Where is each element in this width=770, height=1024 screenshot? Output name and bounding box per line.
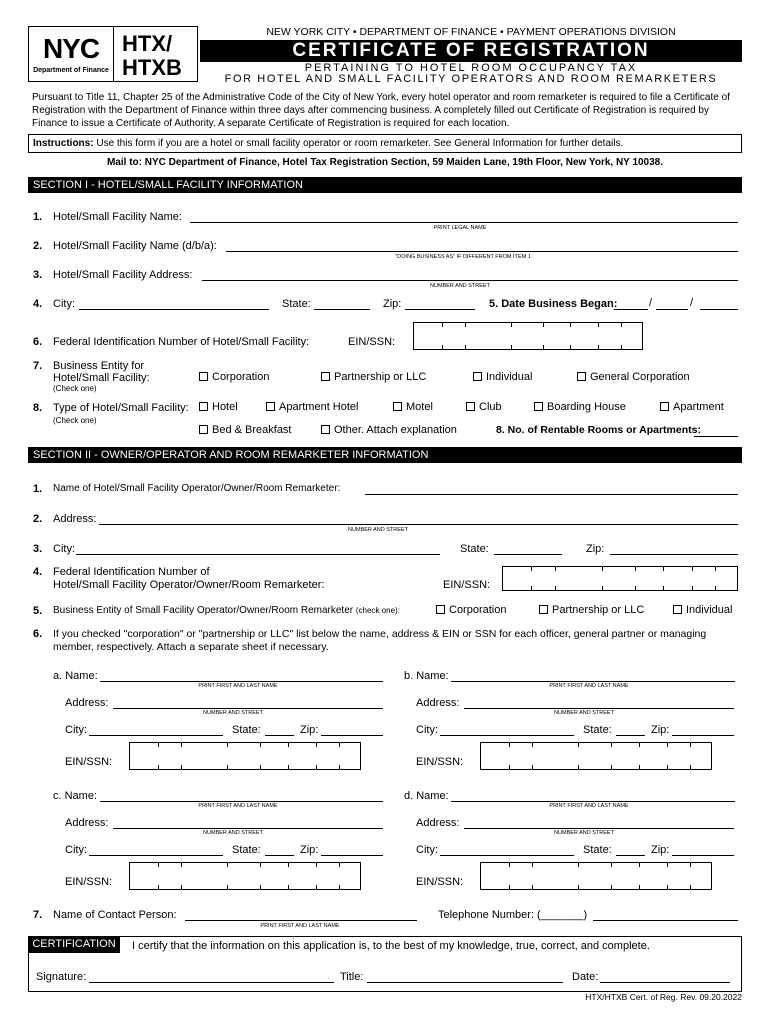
s1-city-field[interactable] bbox=[79, 309, 269, 310]
ein-digit-divider bbox=[639, 743, 640, 747]
form-code-line1: HTX/ bbox=[122, 31, 173, 56]
officer-b-name-caption: PRINT FIRST AND LAST NAME bbox=[549, 683, 629, 689]
officer-b-name-field[interactable] bbox=[451, 681, 735, 682]
ein-digit-divider bbox=[227, 743, 228, 747]
s2-q5-opt-individual[interactable] bbox=[673, 604, 732, 616]
ein-digit-divider bbox=[339, 765, 340, 769]
s1-city-label: City: bbox=[53, 298, 75, 310]
cert-date-label: Date: bbox=[572, 971, 599, 983]
s2-q4-label1: Federal Identification Number of bbox=[53, 566, 210, 578]
ein-digit-divider bbox=[288, 863, 289, 867]
section2-header: SECTION II - OWNER/OPERATOR AND ROOM REMARKETER INFORMATION bbox=[28, 447, 742, 463]
s1-q8-opt-apartment-hotel[interactable] bbox=[266, 401, 358, 413]
ein-digit-divider bbox=[509, 863, 510, 867]
officer-a-address-caption: NUMBER AND STREET bbox=[203, 710, 263, 716]
officer-c-ein-field[interactable] bbox=[129, 862, 361, 890]
checkbox[interactable] bbox=[577, 372, 586, 381]
s1-q7-opt-individual[interactable] bbox=[473, 371, 532, 383]
s2-state-field[interactable] bbox=[494, 554, 562, 555]
ein-digit-divider bbox=[543, 323, 544, 327]
s1-q1-num: 1. bbox=[33, 211, 43, 223]
s2-q5-label-text: Business Entity of Small Facility Operator/Owner/Room Remarketer bbox=[53, 605, 354, 616]
logo-subtitle: Department of Finance bbox=[33, 67, 109, 74]
ein-digit-divider bbox=[690, 743, 691, 747]
header-logo-box bbox=[28, 26, 114, 82]
officer-d-zip-field[interactable] bbox=[672, 855, 734, 856]
checkbox[interactable] bbox=[539, 605, 548, 614]
ein-digit-divider bbox=[635, 567, 636, 571]
officer-b-state-label: State: bbox=[583, 724, 612, 736]
mail-to: Mail to: NYC Department of Finance, Hotel Tax Registration Section, 59 Maiden Lane, 19th Floor, New York, NY 10038. bbox=[106, 157, 664, 168]
officer-d-ein-label: EIN/SSN: bbox=[416, 876, 464, 888]
officer-a-zip-label: Zip: bbox=[300, 724, 319, 736]
s2-q2-label: Address: bbox=[53, 513, 97, 525]
intro-paragraph: Pursuant to Title 11, Chapter 25 of the Administrative Code of the City of New York, every hotel operator and room remarketer is required to file a Certificate of Registration with the Department of Finance within three days after commencing business. A completely filled out Certificate of Registration is required by Finance to issue a Certificate of Authority. A separate Certificate of Registration is required for each location. bbox=[32, 92, 730, 129]
officer-d-address-field[interactable] bbox=[464, 828, 734, 829]
checkbox[interactable] bbox=[466, 402, 475, 411]
ein-digit-divider bbox=[690, 863, 691, 867]
ein-digit-divider bbox=[511, 323, 512, 327]
officer-b-address-caption: NUMBER AND STREET bbox=[554, 710, 614, 716]
ein-digit-divider bbox=[181, 885, 182, 889]
certification-text: I certify that the information on this application is, to the best of my knowledge, true, correct, and complete. bbox=[132, 940, 650, 952]
s1-q8-opt-hotel[interactable] bbox=[199, 401, 238, 413]
ein-digit-divider bbox=[158, 863, 159, 867]
date-slash: / bbox=[690, 297, 694, 309]
s1-q6-label: Federal Identification Number of Hotel/Small Facility: bbox=[53, 336, 310, 348]
s1-q8-label: Type of Hotel/Small Facility: bbox=[53, 402, 189, 414]
s1-date-day[interactable] bbox=[656, 309, 688, 310]
form-title: CERTIFICATE OF REGISTRATION bbox=[200, 40, 742, 62]
form-code-line2: HTXB bbox=[122, 55, 182, 80]
form-subtitle-2: FOR HOTEL AND SMALL FACILITY OPERATORS AND ROOM REMARKETERS bbox=[224, 73, 718, 85]
s1-q1-label: Hotel/Small Facility Name: bbox=[53, 211, 182, 223]
ein-digit-divider bbox=[465, 323, 466, 327]
officer-d-state-label: State: bbox=[583, 844, 612, 856]
officer-d-zip-label: Zip: bbox=[651, 844, 670, 856]
s1-q8-opt-motel[interactable] bbox=[393, 401, 433, 413]
officer-c-zip-field[interactable] bbox=[321, 855, 383, 856]
s1-q3-num: 3. bbox=[33, 269, 43, 281]
checkbox[interactable] bbox=[321, 425, 330, 434]
s1-q8b-field[interactable] bbox=[694, 436, 738, 437]
officer-c-address-label: Address: bbox=[65, 817, 109, 829]
s2-q5-opt-corporation[interactable] bbox=[436, 604, 506, 616]
s1-q8-opt-boarding-house[interactable] bbox=[534, 401, 626, 413]
s1-q7-checkone: (Check one) bbox=[53, 384, 97, 393]
ein-digit-divider bbox=[578, 863, 579, 867]
form-subtitle-1: PERTAINING TO HOTEL ROOM OCCUPANCY TAX bbox=[304, 62, 638, 74]
checkbox[interactable] bbox=[660, 402, 669, 411]
ein-digit-divider bbox=[602, 567, 603, 571]
officer-b-ein-label: EIN/SSN: bbox=[416, 756, 464, 768]
ein-digit-divider bbox=[511, 345, 512, 349]
ein-digit-divider bbox=[667, 765, 668, 769]
officer-a-name-caption: PRINT FIRST AND LAST NAME bbox=[198, 683, 278, 689]
s1-q8-opt-apartment[interactable] bbox=[660, 401, 724, 413]
ein-digit-divider bbox=[227, 863, 228, 867]
ein-digit-divider bbox=[316, 743, 317, 747]
s2-q4-label2: Hotel/Small Facility Operator/Owner/Room Remarketer: bbox=[53, 579, 325, 591]
ein-digit-divider bbox=[339, 743, 340, 747]
s2-q1-field[interactable] bbox=[365, 494, 738, 495]
ein-digit-divider bbox=[288, 885, 289, 889]
s1-q7-label2: Hotel/Small Facility: bbox=[53, 372, 150, 384]
s1-q7-opt-corporation[interactable] bbox=[199, 371, 269, 383]
ein-digit-divider bbox=[611, 863, 612, 867]
option-label: Partnership or LLC bbox=[334, 371, 427, 383]
ein-digit-divider bbox=[158, 765, 159, 769]
ein-digit-divider bbox=[555, 586, 556, 590]
s1-q8b-label: 8. No. of Rentable Rooms or Apartments: bbox=[496, 424, 701, 436]
cert-title-field[interactable] bbox=[367, 982, 563, 983]
officer-c-zip-label: Zip: bbox=[300, 844, 319, 856]
officer-d-name-label: d. Name: bbox=[404, 790, 449, 802]
officer-a-city-label: City: bbox=[65, 724, 87, 736]
s1-q8-opt-bed-breakfast[interactable] bbox=[199, 424, 292, 436]
checkbox[interactable] bbox=[199, 402, 208, 411]
ein-digit-divider bbox=[578, 885, 579, 889]
officer-c-state-field[interactable] bbox=[265, 855, 294, 856]
option-label: Club bbox=[479, 401, 502, 413]
officer-c-address-caption: NUMBER AND STREET bbox=[203, 830, 263, 836]
option-label: Apartment Hotel bbox=[279, 401, 359, 413]
s1-q8-opt-other[interactable] bbox=[321, 424, 457, 436]
ein-digit-divider bbox=[260, 863, 261, 867]
ein-digit-divider bbox=[260, 743, 261, 747]
cert-date-field[interactable] bbox=[600, 982, 730, 983]
ein-digit-divider bbox=[543, 345, 544, 349]
ein-digit-divider bbox=[578, 765, 579, 769]
s1-q2-caption: "DOING BUSINESS AS" IF DIFFERENT FROM ITEM 1 bbox=[395, 254, 531, 260]
s1-q5-label: 5. Date Business Began: bbox=[489, 298, 618, 310]
s1-q8-opt-club[interactable] bbox=[466, 401, 502, 413]
ein-digit-divider bbox=[570, 323, 571, 327]
officer-d-city-label: City: bbox=[416, 844, 438, 856]
officer-a-address-label: Address: bbox=[65, 697, 109, 709]
ein-digit-divider bbox=[532, 743, 533, 747]
s1-q8-checkone: (Check one) bbox=[53, 416, 97, 425]
s2-q3-num: 3. bbox=[33, 543, 43, 555]
officer-a-city-field[interactable] bbox=[89, 735, 223, 736]
s2-q7-num: 7. bbox=[33, 909, 43, 921]
ein-digit-divider bbox=[570, 345, 571, 349]
instructions-label: Instructions: bbox=[33, 138, 94, 149]
s1-q1-field[interactable] bbox=[190, 222, 738, 223]
ein-digit-divider bbox=[316, 765, 317, 769]
s2-q6-num: 6. bbox=[33, 628, 43, 640]
ein-digit-divider bbox=[465, 345, 466, 349]
checkbox[interactable] bbox=[673, 605, 682, 614]
s1-ein-field[interactable] bbox=[413, 322, 643, 350]
ein-digit-divider bbox=[598, 345, 599, 349]
ein-digit-divider bbox=[532, 863, 533, 867]
s2-city-label: City: bbox=[53, 543, 75, 555]
s1-q8-num: 8. bbox=[33, 402, 43, 414]
officer-a-ein-label: EIN/SSN: bbox=[65, 756, 113, 768]
s2-state-label: State: bbox=[460, 543, 489, 555]
officer-b-state-field[interactable] bbox=[616, 735, 645, 736]
ein-digit-divider bbox=[663, 586, 664, 590]
officer-a-name-field[interactable] bbox=[100, 681, 383, 682]
option-label: Corporation bbox=[212, 371, 270, 383]
s2-q2-caption: NUMBER AND STREET bbox=[348, 527, 408, 533]
s1-zip-field[interactable] bbox=[405, 309, 475, 310]
officer-c-city-field[interactable] bbox=[89, 855, 223, 856]
ein-digit-divider bbox=[158, 743, 159, 747]
s1-q2-field[interactable] bbox=[226, 251, 738, 252]
officer-c-name-caption: PRINT FIRST AND LAST NAME bbox=[198, 803, 278, 809]
s1-state-label: State: bbox=[282, 298, 311, 310]
officer-c-ein-label: EIN/SSN: bbox=[65, 876, 113, 888]
s1-q3-label: Hotel/Small Facility Address: bbox=[53, 269, 193, 281]
s1-zip-label: Zip: bbox=[383, 298, 402, 310]
s1-date-month[interactable] bbox=[614, 309, 648, 310]
ein-digit-divider bbox=[611, 765, 612, 769]
checkbox[interactable] bbox=[321, 372, 330, 381]
cert-title-label: Title: bbox=[340, 971, 364, 983]
ein-digit-divider bbox=[509, 765, 510, 769]
officer-b-zip-field[interactable] bbox=[672, 735, 734, 736]
ein-digit-divider bbox=[531, 567, 532, 571]
s2-zip-label: Zip: bbox=[586, 543, 605, 555]
checkbox[interactable] bbox=[199, 425, 208, 434]
s2-phone-label: Telephone Number: (_______) bbox=[438, 909, 588, 921]
ein-digit-divider bbox=[442, 323, 443, 327]
date-slash: / bbox=[649, 297, 653, 309]
ein-digit-divider bbox=[639, 765, 640, 769]
ein-digit-divider bbox=[532, 885, 533, 889]
ein-digit-divider bbox=[602, 586, 603, 590]
checkbox[interactable] bbox=[393, 402, 402, 411]
s2-city-field[interactable] bbox=[76, 554, 440, 555]
division-text: NEW YORK CITY • DEPARTMENT OF FINANCE • PAYMENT OPERATIONS DIVISION bbox=[266, 26, 676, 38]
s2-ein-field[interactable] bbox=[502, 566, 738, 591]
officer-c-city-label: City: bbox=[65, 844, 87, 856]
ein-digit-divider bbox=[260, 765, 261, 769]
ein-digit-divider bbox=[621, 323, 622, 327]
s1-q1-caption: PRINT LEGAL NAME bbox=[433, 225, 487, 231]
ein-digit-divider bbox=[509, 885, 510, 889]
ein-digit-divider bbox=[611, 743, 612, 747]
officer-b-address-label: Address: bbox=[416, 697, 460, 709]
officer-d-name-caption: PRINT FIRST AND LAST NAME bbox=[549, 803, 629, 809]
s1-q7-opt-general-corp[interactable] bbox=[577, 371, 690, 383]
ein-digit-divider bbox=[531, 586, 532, 590]
ein-digit-divider bbox=[692, 586, 693, 590]
ein-digit-divider bbox=[621, 345, 622, 349]
s1-ein-label: EIN/SSN: bbox=[348, 336, 396, 348]
s1-q3-field[interactable] bbox=[202, 280, 738, 281]
ein-digit-divider bbox=[667, 885, 668, 889]
ein-digit-divider bbox=[316, 885, 317, 889]
checkbox[interactable] bbox=[199, 372, 208, 381]
s2-q1-label: Name of Hotel/Small Facility Operator/Owner/Room Remarketer: bbox=[53, 483, 341, 494]
officer-d-state-field[interactable] bbox=[616, 855, 645, 856]
option-label: General Corporation bbox=[590, 371, 690, 383]
officer-a-ein-field[interactable] bbox=[129, 742, 361, 770]
s2-q7-caption: PRINT FIRST AND LAST NAME bbox=[260, 923, 340, 929]
footer-form-revision: HTX/HTXB Cert. of Reg. Rev. 09.20.2022 bbox=[585, 992, 742, 1002]
option-label: Boarding House bbox=[547, 401, 626, 413]
option-label: Corporation bbox=[449, 604, 507, 616]
signature-label: Signature: bbox=[36, 971, 87, 983]
ein-digit-divider bbox=[442, 345, 443, 349]
option-label: Individual bbox=[686, 604, 733, 616]
officer-a-state-field[interactable] bbox=[265, 735, 294, 736]
officer-b-name-label: b. Name: bbox=[404, 670, 449, 682]
ein-digit-divider bbox=[690, 765, 691, 769]
s1-q2-num: 2. bbox=[33, 240, 43, 252]
s2-q7-label: Name of Contact Person: bbox=[53, 909, 177, 921]
ein-digit-divider bbox=[667, 863, 668, 867]
checkbox[interactable] bbox=[266, 402, 275, 411]
checkbox[interactable] bbox=[473, 372, 482, 381]
ein-digit-divider bbox=[715, 567, 716, 571]
s2-q5-num: 5. bbox=[33, 605, 43, 617]
ein-digit-divider bbox=[667, 743, 668, 747]
checkbox[interactable] bbox=[436, 605, 445, 614]
ein-digit-divider bbox=[339, 863, 340, 867]
officer-c-address-field[interactable] bbox=[113, 828, 383, 829]
officer-d-name-field[interactable] bbox=[451, 801, 735, 802]
s2-q4-num: 4. bbox=[33, 566, 43, 578]
officer-d-city-field[interactable] bbox=[440, 855, 574, 856]
s2-q2-field[interactable] bbox=[99, 524, 738, 525]
signature-field[interactable] bbox=[89, 982, 334, 983]
option-label: Apartment bbox=[673, 401, 724, 413]
ein-digit-divider bbox=[260, 885, 261, 889]
ein-digit-divider bbox=[578, 743, 579, 747]
section1-header: SECTION I - HOTEL/SMALL FACILITY INFORMATION bbox=[28, 177, 742, 193]
ein-digit-divider bbox=[635, 586, 636, 590]
officer-c-name-label: c. Name: bbox=[53, 790, 98, 802]
s1-state-field[interactable] bbox=[314, 309, 370, 310]
ein-digit-divider bbox=[663, 567, 664, 571]
option-label: Partnership or LLC bbox=[552, 604, 645, 616]
ein-digit-divider bbox=[288, 765, 289, 769]
ein-digit-divider bbox=[715, 586, 716, 590]
ein-digit-divider bbox=[509, 743, 510, 747]
ein-digit-divider bbox=[692, 567, 693, 571]
option-label: Bed & Breakfast bbox=[212, 424, 292, 436]
officer-b-city-label: City: bbox=[416, 724, 438, 736]
officer-b-address-field[interactable] bbox=[464, 708, 734, 709]
officer-c-name-field[interactable] bbox=[100, 801, 383, 802]
ein-digit-divider bbox=[339, 885, 340, 889]
s2-q6-text: If you checked "corporation" or "partnership or LLC" list below the name, address & EIN or SSN for each officer, general partner or managing member, respectively. Attach a separate sheet if necessary. bbox=[53, 628, 707, 653]
ein-digit-divider bbox=[611, 885, 612, 889]
ein-digit-divider bbox=[158, 885, 159, 889]
ein-digit-divider bbox=[227, 765, 228, 769]
ein-digit-divider bbox=[181, 743, 182, 747]
officer-c-state-label: State: bbox=[232, 844, 261, 856]
option-label: Other. Attach explanation bbox=[334, 424, 457, 436]
s2-q2-num: 2. bbox=[33, 513, 43, 525]
officer-b-ein-field[interactable] bbox=[480, 742, 712, 770]
officer-a-address-field[interactable] bbox=[113, 708, 383, 709]
ein-digit-divider bbox=[316, 863, 317, 867]
s1-q2-label: Hotel/Small Facility Name (d/b/a): bbox=[53, 240, 217, 252]
s1-q4-num: 4. bbox=[33, 298, 43, 310]
s1-q7-num: 7. bbox=[33, 360, 43, 372]
nyc-logo: NYC bbox=[42, 33, 100, 64]
s1-date-year[interactable] bbox=[700, 309, 738, 310]
officer-d-address-caption: NUMBER AND STREET bbox=[554, 830, 614, 836]
ein-digit-divider bbox=[181, 863, 182, 867]
ein-digit-divider bbox=[639, 885, 640, 889]
s2-q7-field[interactable] bbox=[185, 920, 417, 921]
ein-digit-divider bbox=[181, 765, 182, 769]
ein-digit-divider bbox=[532, 765, 533, 769]
officer-d-ein-field[interactable] bbox=[480, 862, 712, 890]
ein-digit-divider bbox=[555, 567, 556, 571]
s2-q5-opt-partnership[interactable] bbox=[539, 604, 644, 616]
instructions-box bbox=[28, 134, 742, 153]
officer-b-zip-label: Zip: bbox=[651, 724, 670, 736]
certification-label: CERTIFICATION bbox=[28, 936, 120, 953]
s1-q7-label1: Business Entity for bbox=[53, 360, 145, 372]
ein-digit-divider bbox=[639, 863, 640, 867]
ein-digit-divider bbox=[227, 885, 228, 889]
form-code-box bbox=[114, 26, 198, 82]
officer-a-zip-field[interactable] bbox=[321, 735, 383, 736]
s1-q6-num: 6. bbox=[33, 336, 43, 348]
s2-ein-label: EIN/SSN: bbox=[443, 579, 491, 591]
s1-q3-caption: NUMBER AND STREET bbox=[430, 283, 490, 289]
s1-q7-opt-partnership[interactable] bbox=[321, 371, 426, 383]
officer-b-city-field[interactable] bbox=[440, 735, 574, 736]
s2-q1-num: 1. bbox=[33, 483, 43, 495]
officer-d-address-label: Address: bbox=[416, 817, 460, 829]
s2-q5-check: (check one): bbox=[355, 606, 400, 615]
officer-a-state-label: State: bbox=[232, 724, 261, 736]
s2-q5-label bbox=[53, 605, 400, 616]
ein-digit-divider bbox=[690, 885, 691, 889]
checkbox[interactable] bbox=[534, 402, 543, 411]
ein-digit-divider bbox=[288, 743, 289, 747]
option-label: Individual bbox=[486, 371, 533, 383]
s2-zip-field[interactable] bbox=[610, 554, 738, 555]
instructions-text: Use this form if you are a hotel or small facility operator or room remarketer. See General Information for further details. bbox=[93, 138, 624, 149]
option-label: Motel bbox=[406, 401, 433, 413]
officer-a-name-label: a. Name: bbox=[53, 670, 98, 682]
s2-phone-field[interactable] bbox=[593, 920, 738, 921]
option-label: Hotel bbox=[212, 401, 238, 413]
ein-digit-divider bbox=[598, 323, 599, 327]
